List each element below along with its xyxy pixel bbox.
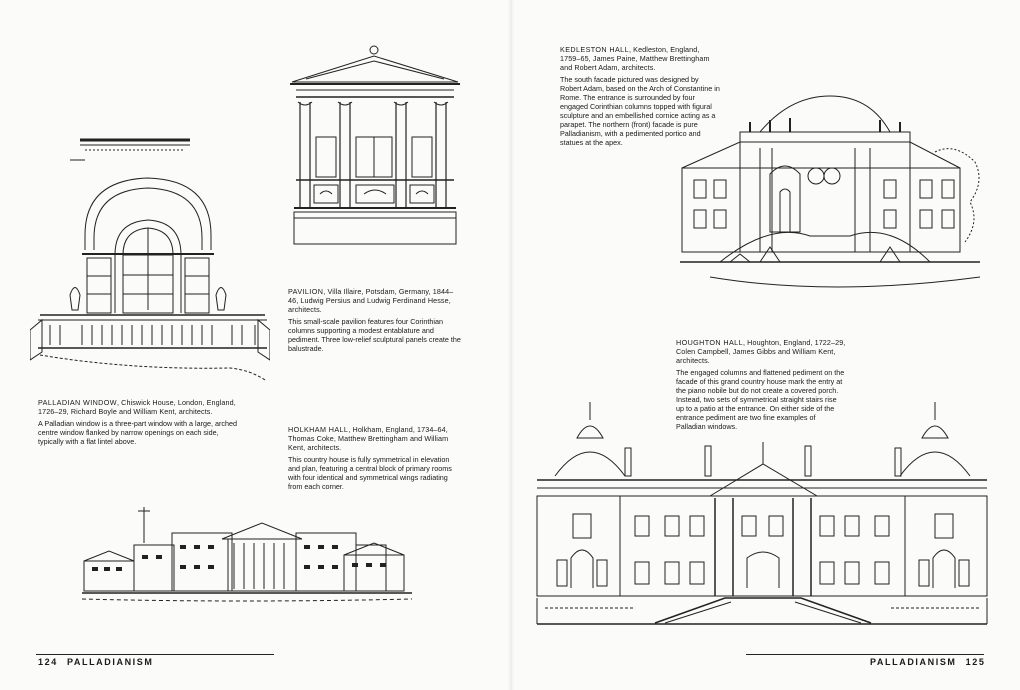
- pavilion-illustration: [288, 42, 463, 252]
- caption-heading: , Chiswick House, London, England, 1726–29, Richard Boyle and William Kent, architects.: [38, 398, 236, 416]
- page-number: 125: [965, 657, 986, 667]
- pavilion-caption: [288, 287, 463, 356]
- caption-body: This country house is fully symmetrical in elevation and plan, featuring a central block of primary rooms with four identical and symmetrical wings radiating from each corner.: [288, 455, 452, 491]
- caption-body: The engaged columns and flattened pediment on the facade of this grand country house mark the entry at the piano nobile but do not create a covered porch. Instead, two sets of symmetrical straight stairs rise up to a patio at the entrance. On either side of the entrance pediment are two fine examples of Palladian windows.: [676, 368, 845, 431]
- palladian-window-caption: [38, 398, 238, 449]
- book-gutter: [508, 0, 514, 690]
- caption-body: The south facade pictured was designed by Robert Adam, based on the Arch of Constantine in Rome. The entrance is surrounded by four engaged Corinthian columns topped with figural sculpture and an embellished cornice acting as a parapet. The northern (front) facade is pure Palladianism, with a pedimented portico and statues at the apex.: [560, 75, 720, 147]
- caption-heading: , Kedleston, England, 1759–65, James Paine, Matthew Brettingham and Robert Adam, architects.: [560, 45, 710, 72]
- houghton-hall-illustration: [535, 398, 990, 633]
- running-head: PALLADIANISM: [66, 657, 154, 667]
- right-footer-rule: [746, 654, 984, 655]
- caption-title: KEDLESTON HALL: [560, 45, 629, 54]
- page-number: 124: [38, 657, 58, 667]
- kedleston-hall-illustration: [680, 92, 985, 300]
- left-footer-rule: [36, 654, 274, 655]
- caption-heading: , Holkham, England, 1734–64, Thomas Coke, Matthew Brettingham and William Kent, architects.: [288, 425, 449, 452]
- caption-title: HOUGHTON HALL: [676, 338, 743, 347]
- caption-heading: , Villa Illaire, Potsdam, Germany, 1844–46, Ludwig Persius and Ludwig Ferdinand Hesse, architects.: [288, 287, 454, 314]
- caption-body: A Palladian window is a three-part window with a large, arched centre window flanked by narrow openings on each side, typically with a flat lintel above.: [38, 419, 237, 446]
- caption-title: HOLKHAM HALL: [288, 425, 349, 434]
- holkham-hall-illustration: [82, 503, 422, 605]
- holkham-hall-caption: [288, 425, 453, 494]
- left-folio: [38, 657, 153, 667]
- right-folio: [870, 657, 985, 667]
- caption-heading: , Houghton, England, 1722–29, Colen Campbell, James Gibbs and William Kent, architects.: [676, 338, 846, 365]
- palladian-window-illustration: [30, 130, 270, 385]
- running-head: PALLADIANISM: [870, 657, 957, 667]
- caption-title: PAVILION: [288, 287, 324, 296]
- caption-body: This small-scale pavilion features four Corinthian columns supporting a modest entablature and pediment. Three low-relief sculptural panels create the balustrade.: [288, 317, 461, 353]
- caption-title: PALLADIAN WINDOW: [38, 398, 117, 407]
